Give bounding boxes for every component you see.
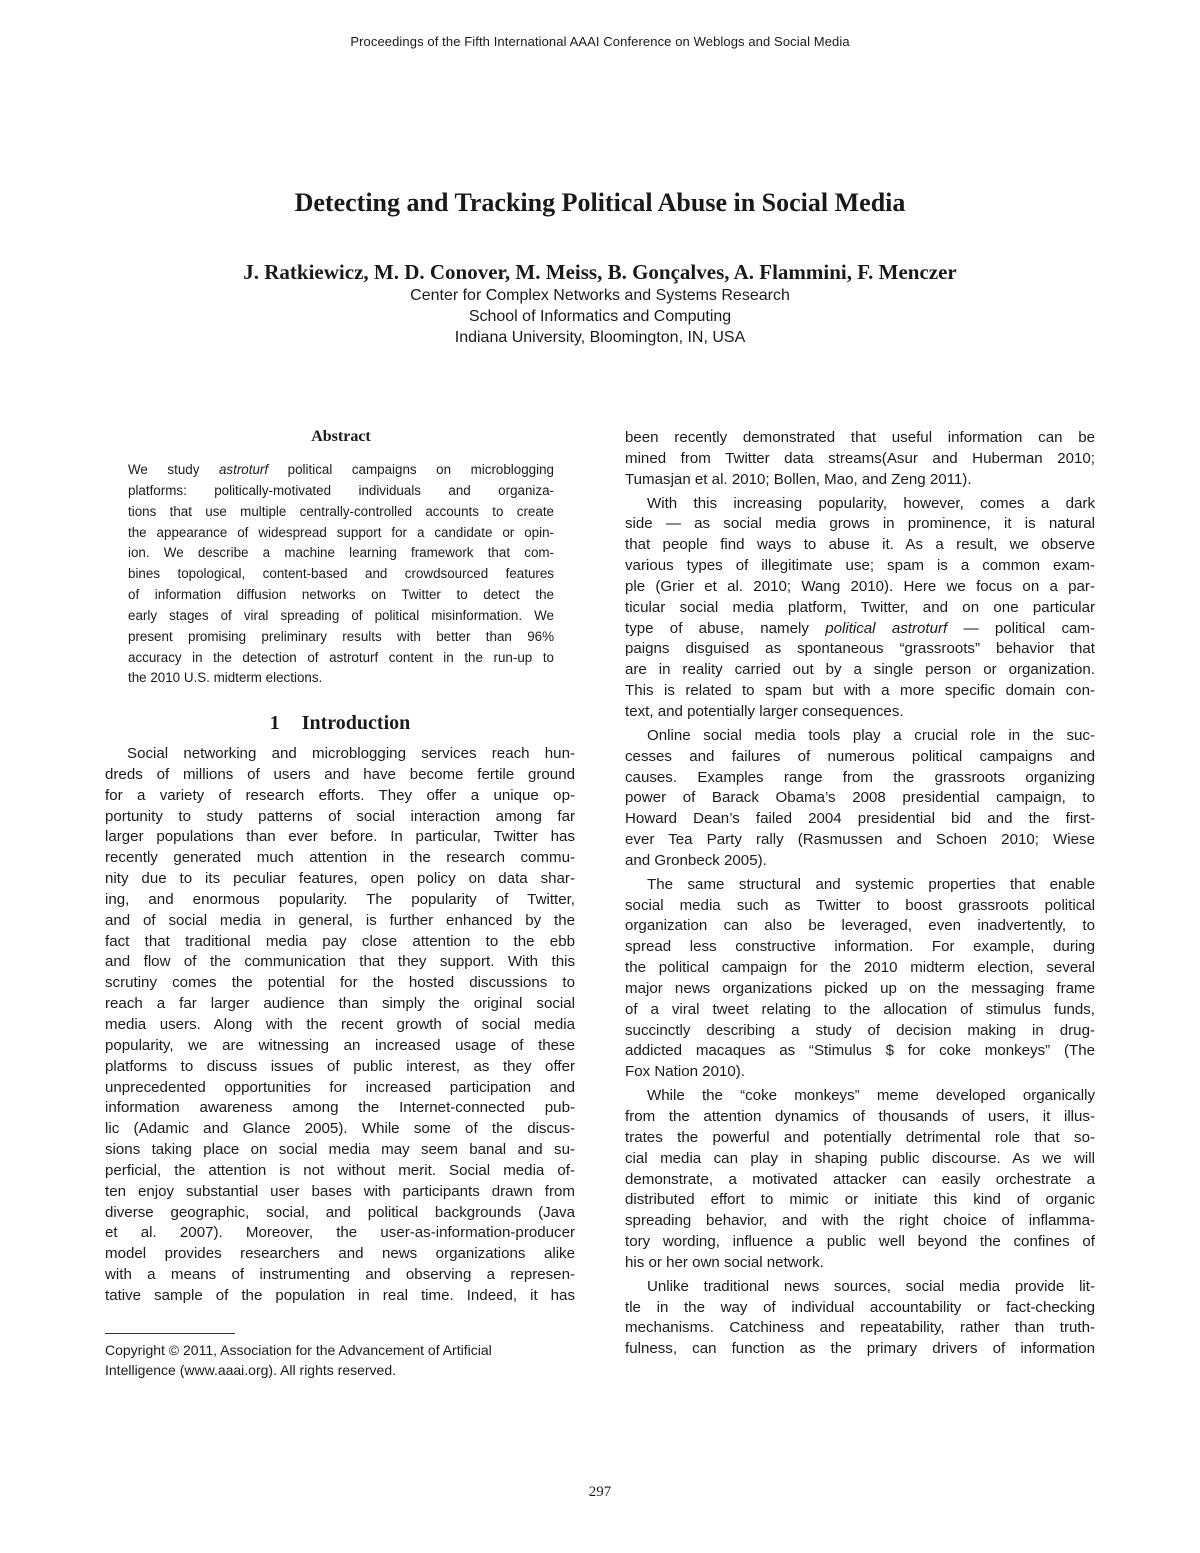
text-line: mined from Twitter data streams(Asur and Huberman 2010;	[625, 449, 1095, 467]
abstract-line: the appearance of widespread support for a candidate or opin-	[128, 524, 554, 540]
text-line: mechanisms. Catchiness and repeatability, rather than truth-	[625, 1319, 1095, 1337]
text-line: of a viral tweet relating to the allocation of stimulus funds,	[625, 1000, 1095, 1018]
text-line: that people find ways to abuse it. As a result, we observe	[625, 536, 1095, 554]
text-line: Fox Nation 2010).	[625, 1063, 745, 1081]
section-title: Introduction	[301, 712, 411, 734]
text-line: from the attention dynamics of thousands of users, it illus-	[625, 1108, 1095, 1125]
paragraph	[625, 1086, 1095, 1274]
text-line: cial media can play in shaping public discourse. As we will	[625, 1149, 1095, 1167]
text-line: platforms to discuss issues of public interest, as they offer	[105, 1057, 575, 1075]
text-line: The same structural and systemic properties that enable	[647, 875, 1095, 893]
footnote-rule	[105, 1333, 235, 1334]
text-line: ple (Grier et al. 2010; Wang 2010). Here we focus on a par-	[625, 577, 1095, 595]
text-line: been recently demonstrated that useful information can be	[625, 429, 1095, 446]
text-line: Unlike traditional news sources, social media provide lit-	[647, 1277, 1095, 1295]
text-line: perficial, the attention is not without merit. Social media of-	[105, 1161, 575, 1179]
text-line: lic (Adamic and Glance 2005). While some of the discus-	[105, 1120, 575, 1138]
footnote-line: Copyright © 2011, Association for the Advancement of Artificial	[105, 1342, 492, 1358]
text-line: Howard Dean’s failed 2004 presidential bid and the first-	[625, 810, 1095, 828]
abstract-line: ion. We describe a machine learning framework that com-	[128, 545, 554, 561]
text-line: ever Tea Party rally (Rasmussen and Schoen 2010; Wiese	[625, 831, 1095, 849]
text-line: type of abuse, namely political astroturf — political cam-	[625, 619, 1095, 637]
footnote-line: Intelligence (www.aaai.org). All rights reserved.	[105, 1362, 397, 1378]
text-line: trates the powerful and potentially detrimental role that so-	[625, 1128, 1095, 1146]
text-line: scrutiny comes the potential for the hosted discussions to	[105, 974, 575, 992]
text-line: recently generated much attention in the research commu-	[105, 849, 575, 867]
text-line: nity due to its peculiar features, open policy on data shar-	[105, 870, 575, 888]
text-line: and flow of the communication that they support. With this	[105, 953, 575, 971]
abstract-line: the 2010 U.S. midterm elections.	[128, 670, 323, 686]
text-line: are in reality carried out by a single person or organization.	[625, 661, 1095, 679]
abstract-line: of information diffusion networks on Twitter to detect the	[128, 587, 554, 603]
abstract-line: present promising preliminary results with better than 96%	[128, 628, 554, 644]
affiliation-line: Center for Complex Networks and Systems Research	[410, 287, 790, 304]
text-line: This is related to spam but with a more specific domain con-	[625, 682, 1095, 700]
text-line: popularity, we are witnessing an increased usage of these	[105, 1036, 575, 1054]
text-line: With this increasing popularity, however, comes a dark	[647, 494, 1095, 512]
text-line: Social networking and microblogging services reach hun-	[127, 745, 575, 762]
political-astroturf-term: political astroturf	[825, 619, 948, 637]
text-line: tory wording, influence a public well beyond the confines of	[625, 1233, 1095, 1251]
abstract-line: early stages of viral spreading of political misinformation. We	[128, 607, 554, 623]
text-line: sions taking place on social media may seem banal and su-	[105, 1141, 575, 1159]
abstract-line: platforms: politically-motivated individuals and organiza-	[128, 482, 554, 498]
text-line: side — as social media grows in prominence, it is natural	[625, 515, 1095, 533]
text-line: et al. 2007). Moreover, the user-as-information-producer	[105, 1224, 575, 1242]
text-line: ing, and enormous popularity. The popularity of Twitter,	[105, 890, 575, 908]
paragraph	[625, 726, 1095, 872]
paragraph	[625, 875, 1095, 1083]
author-list: J. Ratkiewicz, M. D. Conover, M. Meiss, B. Gonçalves, A. Flammini, F. Menczer	[243, 260, 957, 284]
abstract-line: tions that use multiple centrally-controlled accounts to create	[128, 503, 554, 519]
paragraph	[625, 428, 1095, 491]
text-line: ticular social media platform, Twitter, and on one particular	[625, 598, 1095, 616]
text-line: text, and potentially larger consequences.	[625, 702, 904, 720]
text-line: paigns disguised as spontaneous “grassroots” behavior that	[625, 640, 1095, 658]
section-number: 1	[269, 712, 280, 734]
paragraph	[625, 494, 1095, 723]
right-column	[625, 428, 1095, 1360]
text-line: and of social media in general, is further enhanced by the	[105, 911, 575, 929]
text-line: the political campaign for the 2010 midterm election, several	[625, 959, 1095, 977]
text-line: unprecedented opportunities for increased participation and	[105, 1078, 575, 1096]
text-line: spreading behavior, and with the right choice of inflamma-	[625, 1212, 1095, 1230]
text-line: addicted macaques as “Stimulus $ for coke monkeys” (The	[625, 1042, 1095, 1060]
section-heading	[105, 712, 575, 735]
abstract-body	[128, 461, 554, 690]
text-line: diverse geographic, social, and political backgrounds (Java	[105, 1203, 575, 1221]
text-line: various types of illegitimate use; spam is a common exam-	[625, 557, 1095, 575]
text-line: tle in the way of individual accountability or fact-checking	[625, 1298, 1095, 1316]
text-line: his or her own social network.	[625, 1253, 824, 1271]
text-line: model provides researchers and news organizations alike	[105, 1245, 575, 1263]
text-line: power of Barack Obama’s 2008 presidential campaign, to	[625, 789, 1095, 807]
text-line: ten enjoy substantial user bases with participants drawn from	[105, 1182, 575, 1200]
text-line: reach a far larger audience than simply the original social	[105, 995, 575, 1013]
text-line: for a variety of research efforts. They offer a unique op-	[105, 786, 575, 804]
page-number: 297	[588, 1484, 612, 1500]
abstract-heading: Abstract	[311, 428, 371, 445]
astroturf-term: astroturf	[218, 462, 269, 477]
text-line: dreds of millions of users and have become fertile ground	[105, 765, 575, 783]
left-column	[105, 744, 575, 1307]
text-line: organization can also be leveraged, even inadvertently, to	[625, 917, 1095, 935]
text-line: fact that traditional media pay close attention to the ebb	[105, 932, 575, 950]
text-line: larger populations than ever before. In particular, Twitter has	[105, 828, 575, 846]
text-line: succinctly describing a study of decision making in drug-	[625, 1021, 1095, 1039]
running-head: Proceedings of the Fifth International AAAI Conference on Weblogs and Social Media	[350, 34, 850, 49]
text-line: portunity to study patterns of social interaction among far	[105, 807, 575, 825]
text-line: causes. Examples range from the grassroots organizing	[625, 768, 1095, 786]
text-line: distributed effort to mimic or initiate this kind of organic	[625, 1191, 1095, 1209]
text-line: information awareness among the Internet-connected pub-	[105, 1099, 575, 1117]
text-line: fulness, can function as the primary drivers of information	[625, 1340, 1095, 1358]
affiliation-line: Indiana University, Bloomington, IN, USA	[454, 329, 746, 346]
text-line: social media such as Twitter to boost grassroots political	[625, 896, 1095, 914]
text-line: tative sample of the population in real time. Indeed, it has	[105, 1286, 575, 1304]
text-line: demonstrate, a motivated attacker can easily orchestrate a	[625, 1170, 1095, 1188]
text-line: cesses and failures of numerous political campaigns and	[625, 747, 1095, 765]
paragraph	[625, 1277, 1095, 1360]
text-line: Online social media tools play a crucial role in the suc-	[647, 726, 1095, 744]
text-line: spread less constructive information. For example, during	[625, 938, 1095, 956]
abstract-line: bines topological, content-based and crowdsourced features	[128, 566, 554, 582]
text-line: and Gronbeck 2005).	[625, 851, 767, 869]
paper-title: Detecting and Tracking Political Abuse in Social Media	[294, 188, 906, 217]
abstract-line: We study astroturf political campaigns on microblogging	[128, 462, 554, 477]
copyright-footnote	[105, 1340, 575, 1380]
text-line: media users. Along with the recent growth of social media	[105, 1015, 575, 1033]
text-line: While the “coke monkeys” meme developed organically	[647, 1087, 1095, 1105]
abstract-line: accuracy in the detection of astroturf content in the run-up to	[128, 649, 554, 665]
text-line: major news organizations picked up on the messaging frame	[625, 979, 1095, 997]
text-line: with a means of instrumenting and observing a represen-	[105, 1266, 575, 1284]
text-line: Tumasjan et al. 2010; Bollen, Mao, and Zeng 2011).	[625, 470, 972, 488]
affiliation-line: School of Informatics and Computing	[468, 308, 732, 325]
